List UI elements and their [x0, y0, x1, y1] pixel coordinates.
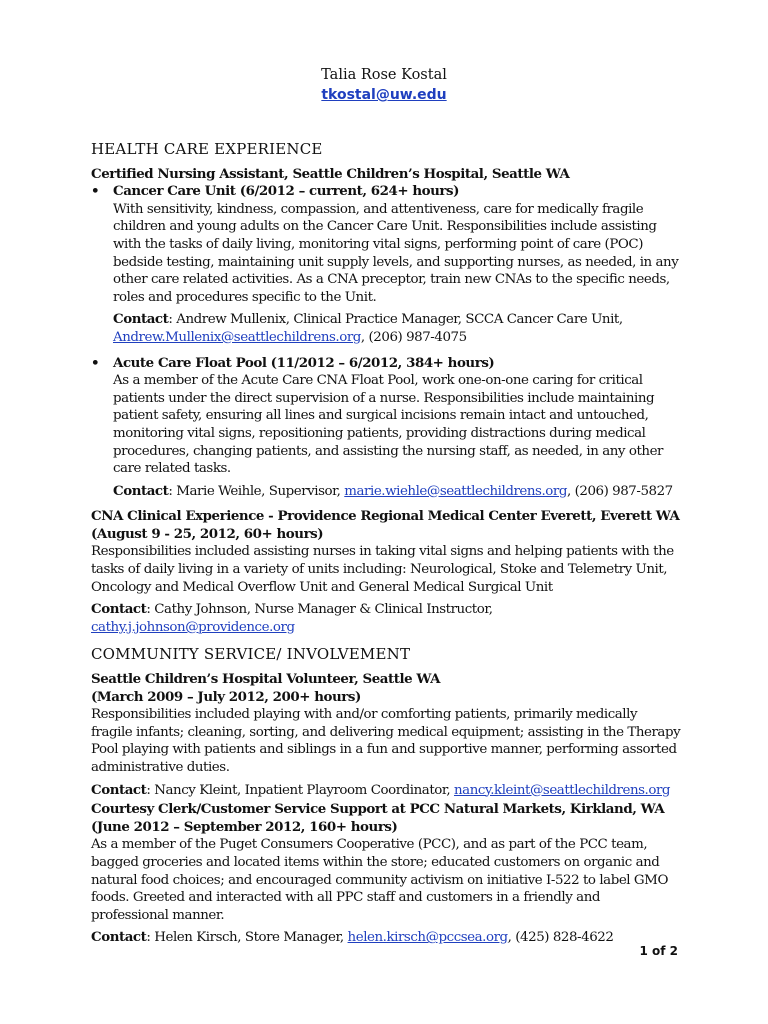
contact-label: Contact [113, 311, 169, 328]
bullet-title: Cancer Care Unit (6/2012 – current, 624+ hours) [113, 183, 459, 200]
role-title-line: Courtesy Clerk/Customer Service Support at PCC Natural Markets, Kirkland, WA [91, 801, 665, 818]
role-description: As a member of the Puget Consumers Cooperative (PCC), and as part of the PCC team, bagged groceries and located items within the store; educated customers on organic and natural food choices; and encouraged community activism on initiative I-522 to label GMO foods. Greeted and interacted with all PPC staff and customers in a friendly and professional manner. [91, 837, 668, 923]
role-dates: (June 2012 – September 2012, 160+ hours) [91, 818, 398, 835]
contact-label: Contact [91, 601, 147, 618]
bullet-icon: • [91, 183, 100, 200]
contact-text: : Nancy Kleint, Inpatient Playroom Coordinator, [146, 782, 454, 798]
applicant-email-link[interactable]: tkostal@uw.edu [321, 87, 447, 103]
section-title-health-care: HEALTH CARE EXPERIENCE [91, 140, 323, 158]
contact-email-link[interactable]: nancy.kleint@seattlechildrens.org [453, 782, 671, 798]
role-title-line: Seattle Children’s Hospital Volunteer, Seattle WA [91, 671, 441, 688]
role-description: Responsibilities included playing with and/or comforting patients, primarily medically fragile infants; cleaning, sorting, and delivering medical equipment; assisting in the Therapy Pool playing with patients and siblings in a fun and supportive manner, performing assorted administrative duties. [91, 707, 681, 775]
role-title-courtesy-clerk [91, 801, 681, 836]
contact-email-link[interactable]: Andrew.Mullenix@seattlechildrens.org [113, 329, 361, 345]
contact-line [91, 929, 681, 947]
contact-email-link[interactable]: marie.wiehle@seattlechildrens.org [344, 483, 567, 499]
contact-line [91, 601, 681, 636]
contact-text: : Cathy Johnson, Nurse Manager & Clinical Instructor, [146, 602, 493, 618]
page-indicator: 1 of 2 [639, 944, 678, 958]
bullet-description: As a member of the Acute Care CNA Float Pool, work one-on-one caring for critical patients under the direct supervision of a nurse. Responsibilities include maintaining patient safety, ensuring all lines and surgical incisions remain intact and untouched, monitoring vital signs, repositioning patients, providing distractions during medical procedures, changing patients, and assisting the nursing staff, as needed, in any other care related tasks. [113, 373, 663, 477]
role-title-cna-clinical [91, 508, 681, 543]
role-title-volunteer [91, 671, 681, 706]
role-title-cna: Certified Nursing Assistant, Seattle Children’s Hospital, Seattle WA [91, 165, 570, 182]
role-dates: (March 2009 – July 2012, 200+ hours) [91, 688, 361, 705]
applicant-name: Talia Rose Kostal [321, 67, 447, 83]
contact-text: : Marie Weihle, Supervisor, [168, 483, 345, 499]
bullet-cancer-care-unit [91, 183, 681, 346]
bullet-title: Acute Care Float Pool (11/2012 – 6/2012, 384+ hours) [113, 354, 495, 371]
contact-label: Contact [91, 929, 147, 946]
contact-text: : Helen Kirsch, Store Manager, [146, 930, 348, 946]
contact-email-link[interactable]: helen.kirsch@pccsea.org [347, 930, 508, 946]
role-dates: (August 9 - 25, 2012, 60+ hours) [91, 525, 324, 542]
contact-email-link[interactable]: cathy.j.johnson@providence.org [91, 619, 295, 635]
contact-label: Contact [113, 482, 169, 499]
contact-line [113, 483, 681, 501]
contact-phone: , (206) 987-5827 [566, 483, 673, 499]
bullet-acute-care-float-pool [91, 355, 681, 501]
contact-line [91, 782, 681, 800]
section-title-community: COMMUNITY SERVICE/ INVOLVEMENT [91, 645, 411, 664]
bullet-description: With sensitivity, kindness, compassion, and attentiveness, care for medically fragile children and young adults on the Cancer Care Unit. Responsibilities include assisting with the tasks of daily living, monitoring vital signs, performing point of care (POC) bedside testing, maintaining unit supply levels, and supporting nurses, as needed, in any other care related activities. As a CNA preceptor, train new CNAs to the specific needs, roles and procedures specific to the Unit. [113, 201, 679, 305]
contact-label: Contact [91, 781, 147, 798]
resume-body [91, 141, 681, 947]
role-title-line: CNA Clinical Experience - Providence Regional Medical Center Everett, Everett WA [91, 508, 680, 525]
contact-text: : Andrew Mullenix, Clinical Practice Manager, SCCA Cancer Care Unit, [168, 312, 623, 328]
bullet-icon: • [91, 354, 100, 371]
contact-line [113, 311, 681, 346]
role-description: Responsibilities included assisting nurses in taking vital signs and helping patients with the tasks of daily living in a variety of units including: Neurological, Stoke and Telemetry Unit, Oncology and Medical Overflow Unit and General Medical Surgical Unit [91, 544, 674, 595]
contact-phone: , (425) 828-4622 [507, 930, 614, 946]
contact-phone: , (206) 987-4075 [360, 329, 467, 345]
